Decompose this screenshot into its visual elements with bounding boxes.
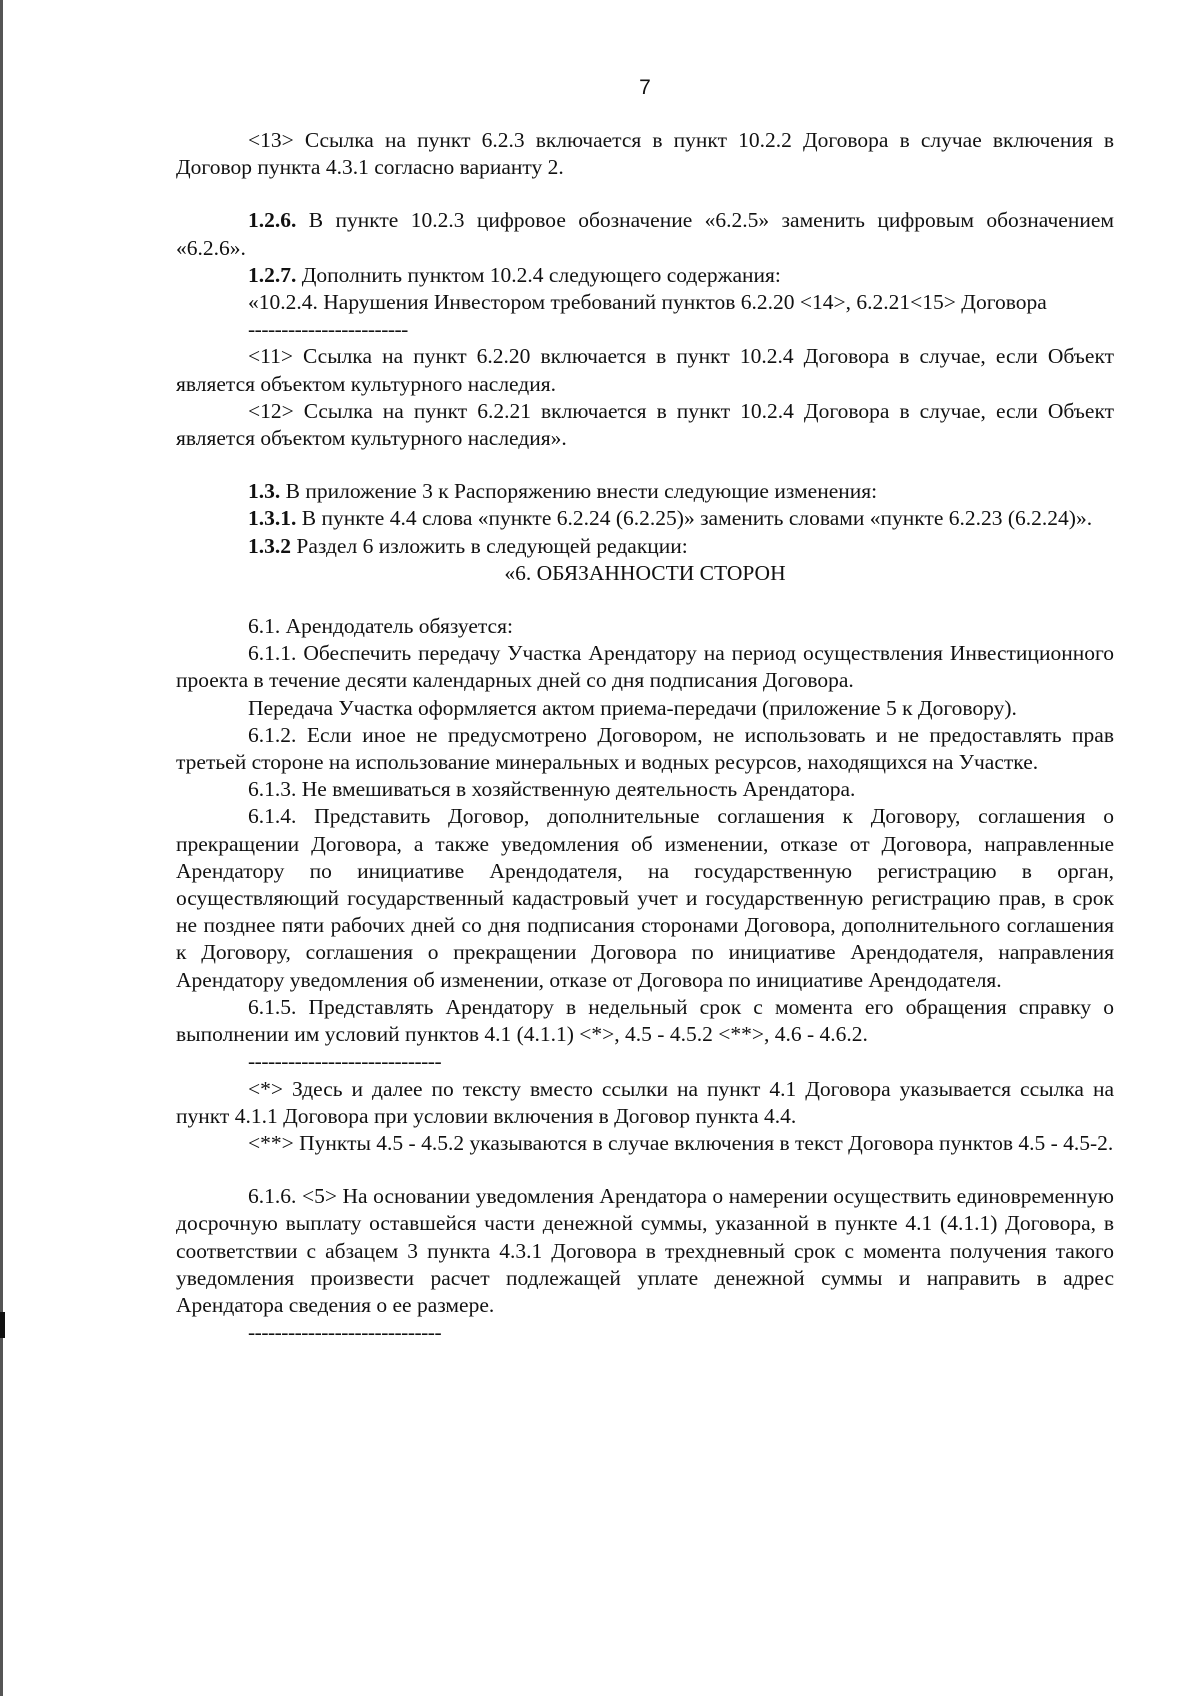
page-number: 7: [639, 76, 651, 99]
paragraph-text: Дополнить пунктом 10.2.4 следующего содержания:: [296, 262, 781, 287]
paragraph-6-1-1: 6.1.1. Обеспечить передачу Участка Арендатору на период осуществления Инвестиционного проекта в течение десяти календарных дней со дня подписания Договора.: [176, 641, 1114, 693]
paragraph-6-1-4: 6.1.4. Представить Договор, дополнительные соглашения к Договору, соглашения о прекращении Договора, а также уведомления об изменении, отказе от Договора, направленные Арендатору по инициативе Арендодателя, на государственную регистрацию в орган, осуществляющий государственный кадастровый учет и государственную регистрацию прав, в срок не позднее пяти рабочих дней со дня подписания сторонами Договора, дополнительного соглашения к Договору, соглашения о прекращении Договора по инициативе Арендодателя, направления Арендатору уведомления об изменении, отказе от Договора по инициативе Арендодателя.: [176, 804, 1114, 992]
paragraph-6-1-6: 6.1.6. <5> На основании уведомления Арендатора о намерении осуществить единовременную досрочную выплату оставшейся части денежной суммы, указанной в пункте 4.1 (4.1.1) Договора, в соответствии с абзацем 3 пункта 4.3.1 Договора в трехдневный срок с момента получения такого уведомления произвести расчет подлежащей уплате денежной суммы и направить в адрес Арендатора сведения о ее размере.: [176, 1184, 1114, 1317]
paragraph-text: Раздел 6 изложить в следующей редакции:: [291, 533, 688, 558]
paragraph-text: В пункте 10.2.3 цифровое обозначение «6.2.5» заменить цифровым обозначением «6.2.6».: [176, 208, 1114, 260]
paragraph-6-1: 6.1. Арендодатель обязуется:: [248, 614, 513, 639]
paragraph-1-3-2: [176, 533, 1114, 560]
paragraph-number: 1.3.2: [248, 533, 291, 558]
scan-edge-line: [0, 0, 3, 1696]
paragraph-1-2-6: [176, 207, 1114, 261]
footnote-11: <11> Ссылка на пункт 6.2.20 включается в пункт 10.2.4 Договора в случае, если Объект является объектом культурного наследия.: [176, 344, 1114, 396]
paragraph-1-3: [176, 478, 1114, 505]
paragraph-number: 1.3.: [248, 479, 281, 504]
footnote-13: <13> Ссылка на пункт 6.2.3 включается в пункт 10.2.2 Договора в случае включения в Договор пункта 4.3.1 согласно варианту 2.: [176, 128, 1114, 180]
paragraph-1-2-7: [176, 262, 1114, 289]
paragraph-number: 1.2.7.: [248, 262, 297, 287]
footnote-double-star: <**> Пункты 4.5 - 4.5.2 указываются в случае включения в текст Договора пунктов 4.5 - 4.5-2.: [248, 1130, 1114, 1155]
footnote-separator: ------------------------: [248, 317, 408, 342]
paragraph-6-1-3: 6.1.3. Не вмешиваться в хозяйственную деятельность Арендатора.: [248, 777, 856, 802]
footnote-12: <12> Ссылка на пункт 6.2.21 включается в пункт 10.2.4 Договора в случае, если Объект является объектом культурного наследия».: [176, 398, 1114, 451]
paragraph-6-1-2: 6.1.2. Если иное не предусмотрено Договором, не использовать и не предоставлять прав третьей стороне на использование минеральных и водных ресурсов, находящихся на Участке.: [176, 722, 1114, 775]
scan-artifact-mark: [0, 1312, 5, 1338]
paragraph-text: В приложение 3 к Распоряжению внести следующие изменения:: [280, 479, 878, 504]
paragraph-10-2-4: «10.2.4. Нарушения Инвестором требований пунктов 6.2.20 <14>, 6.2.21<15> Договора: [248, 290, 1047, 315]
paragraph-1-3-1: [176, 505, 1114, 532]
paragraph-text: В пункте 4.4 слова «пункте 6.2.24 (6.2.25)» заменить словами «пункте 6.2.23 (6.2.24)».: [296, 506, 1093, 531]
footnote-separator: -----------------------------: [248, 1049, 442, 1074]
paragraph-6-1-1-b: Передача Участка оформляется актом приема-передачи (приложение 5 к Договору).: [248, 695, 1017, 720]
paragraph-number: 1.3.1.: [248, 506, 297, 531]
paragraph-6-1-5: 6.1.5. Представлять Арендатору в недельный срок с момента его обращения справку о выполнении им условий пунктов 4.1 (4.1.1) <*>, 4.5 - 4.5.2 <**>, 4.6 - 4.6.2.: [176, 994, 1114, 1047]
section-title: «6. ОБЯЗАННОСТИ СТОРОН: [504, 560, 786, 585]
document-body: [176, 127, 1114, 1346]
paragraph-number: 1.2.6.: [248, 208, 297, 233]
footnote-separator: -----------------------------: [248, 1320, 442, 1345]
footnote-star: <*> Здесь и далее по тексту вместо ссылки на пункт 4.1 Договора указывается ссылка на пункт 4.1.1 Договора при условии включения в Договор пункта 4.4.: [176, 1076, 1114, 1128]
